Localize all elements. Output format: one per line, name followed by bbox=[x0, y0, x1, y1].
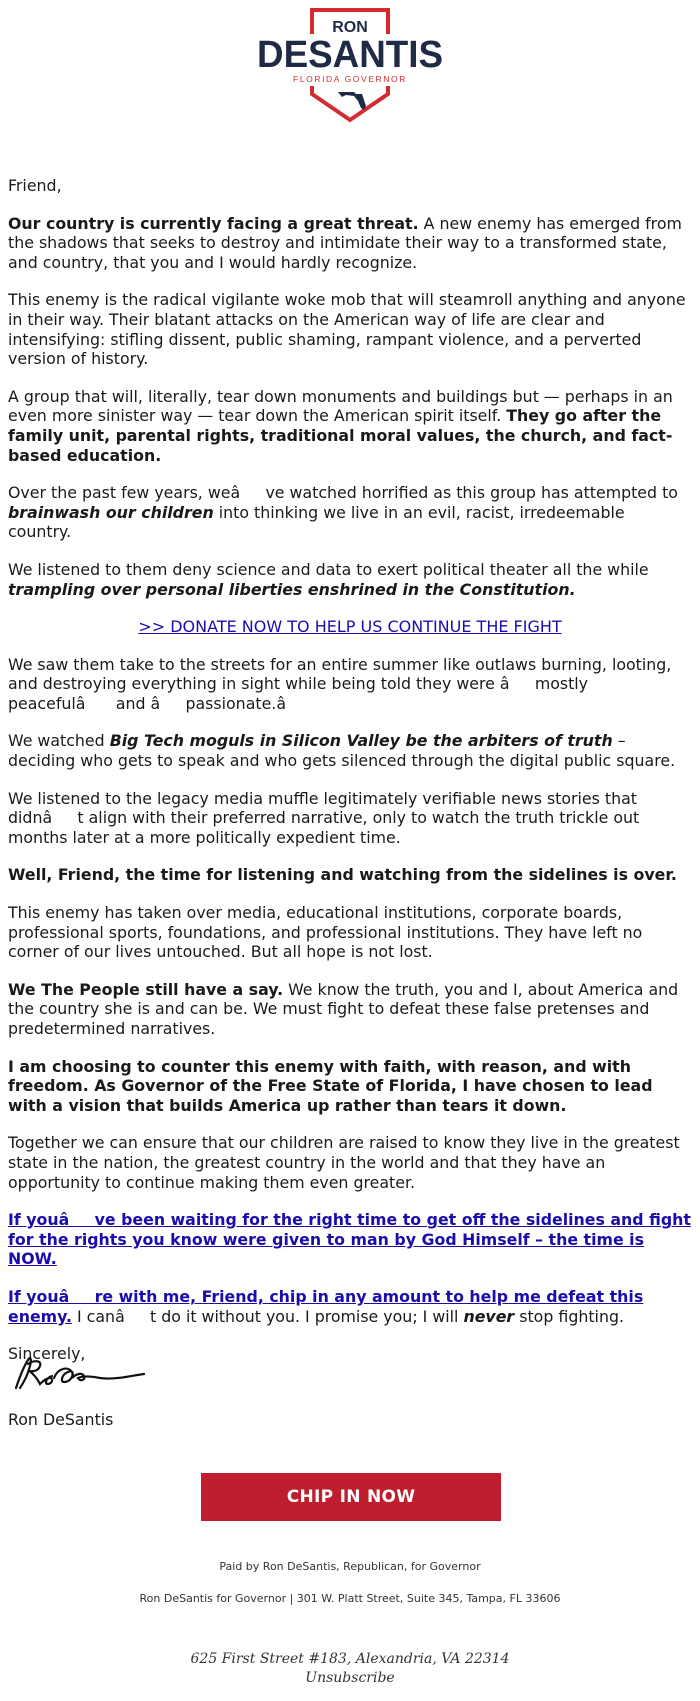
p3-bold: They go after the family unit, parental rights, traditional moral values, the church, and fact-based education. bbox=[8, 406, 673, 465]
paragraph-12 bbox=[8, 1057, 692, 1116]
footer bbox=[0, 1650, 700, 1688]
paragraph-15 bbox=[8, 1287, 692, 1326]
unsubscribe-link[interactable]: Unsubscribe bbox=[305, 1670, 395, 1686]
paragraph-3 bbox=[8, 387, 692, 465]
logo-subtitle: FLORIDA GOVERNOR bbox=[293, 74, 407, 84]
paragraph-13: Together we can ensure that our children are raised to know they live in the greatest state in the nation, the greatest country in the world and that they have an opportunity to continue making them even greater. bbox=[8, 1133, 680, 1192]
p4-b: into thinking we live in an evil, racist, irredeemable country. bbox=[8, 502, 625, 542]
paragraph-11 bbox=[8, 980, 692, 1039]
p9-bold: Well, Friend, the time for listening and watching from the sidelines is over. bbox=[8, 865, 677, 885]
donate-now-link[interactable]: >> DONATE NOW TO HELP US CONTINUE THE FIGHT bbox=[138, 617, 562, 637]
paragraph-10: This enemy has taken over media, educational institutions, corporate boards, professional sports, foundations, and professional institutions. They have left no corner of our lives untouched. But all hope is not lost. bbox=[8, 903, 643, 962]
p7-emphasis: Big Tech moguls in Silicon Valley be the arbiters of truth bbox=[109, 731, 613, 751]
p3-text: A group that will, literally, tear down monuments and buildings but — perhaps in an even more sinister way — tear down the American spirit itself. bbox=[8, 386, 673, 426]
chip-in-now-button[interactable]: CHIP IN NOW bbox=[201, 1473, 501, 1521]
logo-graphic bbox=[250, 6, 450, 130]
logo-last-name: DESANTIS bbox=[257, 34, 443, 76]
p15-b: stop fighting. bbox=[514, 1306, 625, 1326]
footer-address: 625 First Street #183, Alexandria, VA 22314 bbox=[190, 1651, 510, 1667]
p11-bold: We The People still have a say. bbox=[8, 979, 284, 999]
florida-state-icon bbox=[338, 92, 366, 110]
campaign-logo bbox=[0, 6, 700, 130]
campaign-address: Ron DeSantis for Governor | 301 W. Platt Street, Suite 345, Tampa, FL 33606 bbox=[139, 1592, 561, 1605]
p5-emphasis: trampling over personal liberties enshrined in the Constitution. bbox=[8, 579, 576, 599]
paragraph-7 bbox=[8, 731, 692, 770]
paragraph-2: This enemy is the radical vigilante woke mob that will steamroll anything and anyone in their way. Their blatant attacks on the American way of life are clear and intensifying: stifling dissent, public shaming, rampant violence, and a perverted version of history. bbox=[8, 290, 686, 369]
donate-paragraph bbox=[8, 617, 692, 637]
p7-b: – deciding who gets to speak and who gets silenced through the digital public square. bbox=[8, 731, 676, 771]
logo-first-name: RON bbox=[332, 19, 368, 36]
email-body bbox=[8, 176, 692, 1382]
greeting: Friend, bbox=[8, 176, 62, 195]
paragraph-14 bbox=[8, 1210, 692, 1269]
paragraph-5 bbox=[8, 560, 692, 599]
p12-bold: I am choosing to counter this enemy with faith, with reason, and with freedom. As Governor of the Free State of Florida, I have chosen to lead with a vision that builds America up rather than tears it down. bbox=[8, 1056, 653, 1115]
p15-emphasis: never bbox=[463, 1306, 515, 1326]
chip-in-link[interactable]: If youâre with me, Friend, chip in any amount to help me defeat this enemy. bbox=[8, 1286, 644, 1326]
paragraph-6: We saw them take to the streets for an entire summer like outlaws burning, looting, and destroying everything in sight while being told they were âmostly peacefulâ and âpassionate.â bbox=[8, 654, 672, 713]
sidelines-donate-link[interactable]: If youâve been waiting for the right time to get off the sidelines and fight for the rights you know were given to man by God Himself – the time is NOW. bbox=[8, 1210, 691, 1269]
paragraph-9 bbox=[8, 865, 692, 885]
paragraph-8: We listened to the legacy media muffle legitimately verifiable news stories that didnât align with their preferred narrative, only to watch the truth trickle out months later at a more politically expedient time. bbox=[8, 788, 640, 847]
p15-a: I canât do it without you. I promise you; I will bbox=[71, 1306, 464, 1326]
paragraph-1 bbox=[8, 214, 692, 273]
p7-a: We watched bbox=[8, 731, 110, 751]
p11-rest: We know the truth, you and I, about America and the country she is and can be. We must fight to defeat these false pretenses and predetermined narratives. bbox=[8, 979, 679, 1038]
paid-by-disclaimer: Paid by Ron DeSantis, Republican, for Governor bbox=[219, 1560, 481, 1573]
p1-bold: Our country is currently facing a great threat. bbox=[8, 213, 419, 233]
closing: Sincerely, bbox=[8, 1344, 86, 1364]
p4-a: Over the past few years, weâve watched horrified as this group has attempted to bbox=[8, 483, 678, 503]
p5-a: We listened to them deny science and data to exert political theater all the while bbox=[8, 559, 649, 579]
signer-name: Ron DeSantis bbox=[8, 1410, 114, 1429]
paragraph-4 bbox=[8, 483, 692, 542]
signature-image bbox=[10, 1348, 155, 1398]
p1-rest: A new enemy has emerged from the shadows that seeks to destroy and intimidate their way to a transformed state, and country, that you and I would hardly recognize. bbox=[8, 213, 682, 272]
p4-emphasis: brainwash our children bbox=[8, 502, 214, 522]
